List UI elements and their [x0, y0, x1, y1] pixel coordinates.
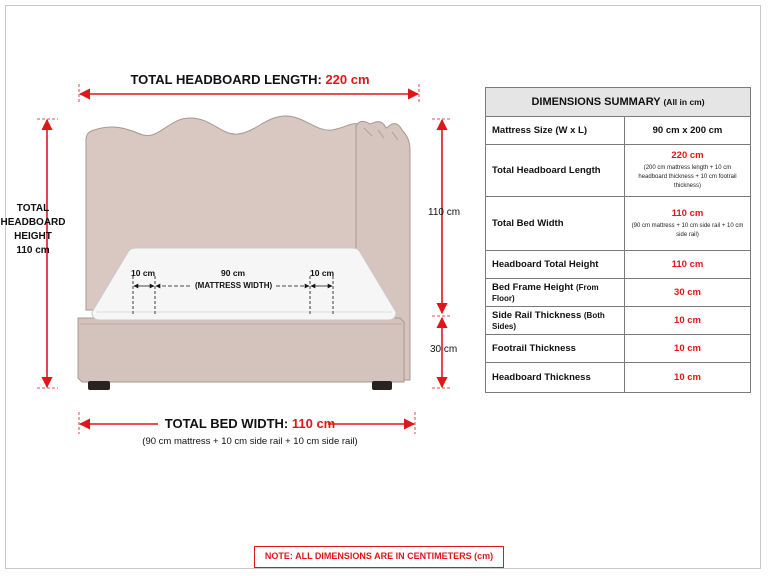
- summary-row-value: 30 cm: [625, 279, 751, 307]
- summary-row-label: Side Rail Thickness (Both Sides): [486, 307, 625, 335]
- summary-row-note: (200 cm mattress length + 10 cm headboard thickness + 10 cm footrail thickness): [638, 165, 737, 189]
- summary-row: [486, 251, 751, 279]
- summary-row: [486, 145, 751, 197]
- bed-width-sub: (90 cm mattress + 10 cm side rail + 10 cm side rail): [142, 436, 358, 447]
- mattress-width-label: 90 cm: [221, 268, 246, 278]
- frame-height-label: 30 cm: [430, 344, 458, 355]
- summary-row: [486, 307, 751, 335]
- summary-row: [486, 279, 751, 307]
- bed-width-label: [0, 416, 500, 431]
- headboard-length-prefix: TOTAL HEADBOARD LENGTH:: [130, 72, 326, 87]
- summary-row-label: Headboard Total Height: [486, 251, 625, 279]
- bed-width-prefix: TOTAL BED WIDTH:: [164, 416, 292, 431]
- summary-row-label: Footrail Thickness: [486, 335, 625, 363]
- summary-row-value: 10 cm: [625, 363, 751, 393]
- headboard-height-label: TOTAL HEADBOARD HEIGHT 110 cm: [0, 203, 66, 256]
- summary-row-value: 10 cm: [625, 335, 751, 363]
- rail-left-label: 10 cm: [131, 268, 156, 278]
- summary-row-label: Mattress Size (W x L): [486, 117, 625, 145]
- units-note: NOTE: ALL DIMENSIONS ARE IN CENTIMETERS (cm): [254, 546, 504, 568]
- summary-header: DIMENSIONS SUMMARY (All in cm): [486, 88, 751, 117]
- summary-row-value: 110 cm: [625, 251, 751, 279]
- bed-frame: [78, 318, 404, 382]
- summary-row-value: 10 cm: [625, 307, 751, 335]
- side-height-label: 110 cm: [428, 207, 461, 218]
- summary-row-label: Headboard Thickness: [486, 363, 625, 393]
- summary-row: [486, 117, 751, 145]
- rail-right-label: 10 cm: [310, 268, 335, 278]
- bed-width-value: 110 cm: [291, 416, 336, 431]
- summary-row-note: (90 cm mattress + 10 cm side rail + 10 cm side rail): [631, 222, 744, 238]
- summary-row-value: 220 cm (200 cm mattress length + 10 cm headboard thickness + 10 cm footrail thickness): [625, 145, 751, 197]
- summary-row-label: Total Headboard Length: [486, 145, 625, 197]
- summary-row-value: 90 cm x 200 cm: [625, 117, 751, 145]
- leg-left: [88, 381, 110, 390]
- headboard-length-label: [0, 72, 500, 87]
- summary-row-value: 110 cm (90 cm mattress + 10 cm side rail + 10 cm side rail): [625, 197, 751, 251]
- leg-right: [372, 381, 392, 390]
- summary-row: [486, 363, 751, 393]
- summary-row-label: Bed Frame Height (From Floor): [486, 279, 625, 307]
- mattress-width-sub: (MATTRESS WIDTH): [195, 281, 273, 290]
- summary-row: [486, 197, 751, 251]
- summary-row-label: Total Bed Width: [486, 197, 625, 251]
- headboard-length-value: 220 cm: [325, 72, 370, 87]
- summary-row: [486, 335, 751, 363]
- dimensions-summary-table: [485, 87, 751, 393]
